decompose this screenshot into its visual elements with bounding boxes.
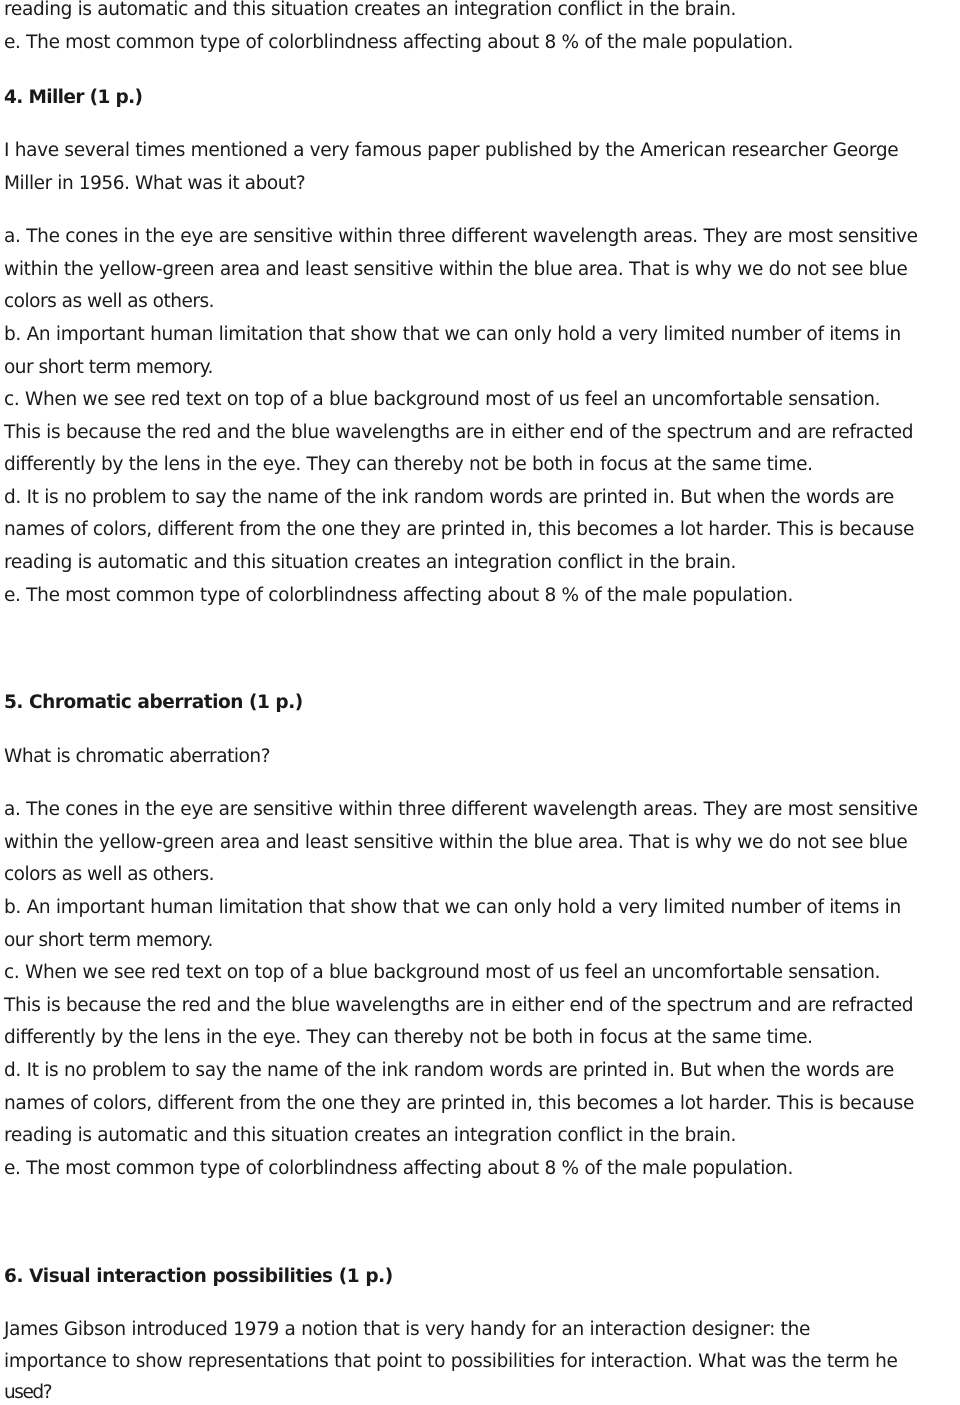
q4-option-a: a. The cones in the eye are sensitive within three different wavelength areas. They are most sensitive: [4, 226, 918, 247]
q5-option-c: c. When we see red text on top of a blue background most of us feel an uncomfortable sensation.: [4, 962, 881, 983]
q5-option-b: b. An important human limitation that show that we can only hold a very limited number of items in: [4, 897, 901, 918]
q4-option-a: colors as well as others.: [4, 291, 215, 312]
q4-option-d: names of colors, different from the one they are printed in, this becomes a lot harder. This is because: [4, 519, 915, 540]
question-5-heading: 5. Chromatic aberration (1 p.): [4, 692, 303, 713]
question-6-text: used?: [4, 1382, 52, 1403]
fragment-line: reading is automatic and this situation creates an integration conflict in the brain.: [4, 0, 737, 20]
q4-option-a: within the yellow-green area and least sensitive within the blue area. That is why we do not see blue: [4, 259, 908, 280]
q5-option-d: names of colors, different from the one they are printed in, this becomes a lot harder. This is because: [4, 1093, 915, 1114]
q5-option-c: differently by the lens in the eye. They can thereby not be both in focus at the same time.: [4, 1027, 813, 1048]
q4-option-d: d. It is no problem to say the name of the ink random words are printed in. But when the words are: [4, 487, 894, 508]
q4-option-b: b. An important human limitation that show that we can only hold a very limited number of items in: [4, 324, 901, 345]
question-6-text: importance to show representations that point to possibilities for interaction. What was the term he: [4, 1351, 898, 1372]
q5-option-d: reading is automatic and this situation creates an integration conflict in the brain.: [4, 1125, 737, 1146]
fragment-option-e: e. The most common type of colorblindness affecting about 8 % of the male population.: [4, 32, 794, 53]
q4-option-c: c. When we see red text on top of a blue background most of us feel an uncomfortable sensation.: [4, 389, 881, 410]
q5-option-d: d. It is no problem to say the name of the ink random words are printed in. But when the words are: [4, 1060, 894, 1081]
q4-option-c: This is because the red and the blue wavelengths are in either end of the spectrum and are refracted: [4, 422, 914, 443]
question-6-heading: 6. Visual interaction possibilities (1 p.): [4, 1266, 393, 1287]
q4-option-d: reading is automatic and this situation creates an integration conflict in the brain.: [4, 552, 737, 573]
q5-option-a: colors as well as others.: [4, 864, 215, 885]
question-4-text: I have several times mentioned a very famous paper published by the American researcher George: [4, 140, 899, 161]
q5-option-c: This is because the red and the blue wavelengths are in either end of the spectrum and are refracted: [4, 995, 914, 1016]
question-5-text: What is chromatic aberration?: [4, 746, 271, 767]
q4-option-e: e. The most common type of colorblindness affecting about 8 % of the male population.: [4, 585, 794, 606]
question-4-heading: 4. Miller (1 p.): [4, 87, 143, 108]
q4-option-b: our short term memory.: [4, 357, 213, 378]
q5-option-b: our short term memory.: [4, 930, 213, 951]
q4-option-c: differently by the lens in the eye. They can thereby not be both in focus at the same time.: [4, 454, 813, 475]
q5-option-a: within the yellow-green area and least sensitive within the blue area. That is why we do not see blue: [4, 832, 908, 853]
q5-option-e: e. The most common type of colorblindness affecting about 8 % of the male population.: [4, 1158, 794, 1179]
q5-option-a: a. The cones in the eye are sensitive within three different wavelength areas. They are most sensitive: [4, 799, 918, 820]
question-4-text: Miller in 1956. What was it about?: [4, 173, 306, 194]
question-6-text: James Gibson introduced 1979 a notion that is very handy for an interaction designer: the: [4, 1319, 811, 1340]
